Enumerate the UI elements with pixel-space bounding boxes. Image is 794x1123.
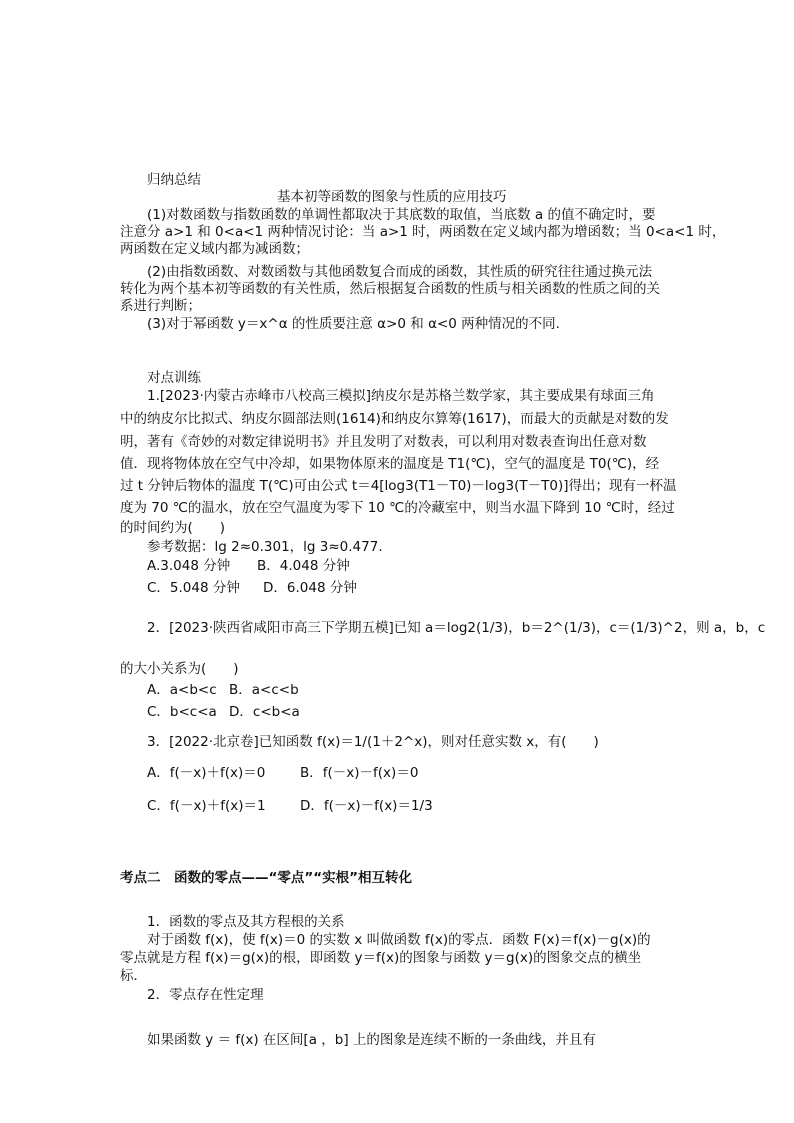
q3-option-c: C．f(－x)＋f(x)＝1 [147,798,266,814]
subsection-1-line2: 零点就是方程 f(x)＝g(x)的根，即函数 y＝f(x)的图象与函数 y＝g(x)的图象交点的横坐 [120,950,642,966]
subsection-2-title: 2．零点存在性定理 [147,987,264,1003]
q2-option-c: C．b<c<a [147,704,217,720]
q3-option-a: A．f(－x)＋f(x)＝0 [147,765,266,781]
q3-option-b: B．f(－x)－f(x)＝0 [300,765,419,781]
section-heading: 考点二 函数的零点——“零点”“实根”相互转化 [120,870,412,886]
q1-line3: 明，著有《奇妙的对数定律说明书》并且发明了对数表，可以利用对数表查询出任意对数 [120,434,647,450]
summary-p1-line1: (1)对数函数与指数函数的单调性都取决于其底数的取值，当底数 a 的值不确定时，要 [147,207,656,223]
summary-p1-line2: 注意分 a>1 和 0<a<1 两种情况讨论：当 a>1 时，两函数在定义域内都为增函数；当 0<a<1 时， [120,224,726,240]
q1-line6: 度为 70 ℃的温水，放在空气温度为零下 10 ℃的冷藏室中，则当水温下降到 10 ℃时，经过 [120,500,675,516]
q1-line4: 值．现将物体放在空气中冷却，如果物体原来的温度是 T1(℃)，空气的温度是 T0(℃)，经 [120,456,660,472]
practice-heading: 对点训练 [147,370,201,386]
subsection-1-line1: 对于函数 f(x)，使 f(x)＝0 的实数 x 叫做函数 f(x)的零点．函数 F(x)＝f(x)－g(x)的 [147,932,651,948]
summary-p2-line3: 系进行判断； [120,298,201,314]
summary-title: 基本初等函数的图象与性质的应用技巧 [277,189,507,205]
q1-line5: 过 t 分钟后物体的温度 T(℃)可由公式 t＝4[log3(T1－T0)－log3(T－T0)]得出；现有一杯温 [120,478,677,494]
q2-line2: 的大小关系为( ) [120,661,239,677]
q1-option-c: C．5.048 分钟 [147,580,240,596]
summary-p3: (3)对于幂函数 y＝x^α 的性质要注意 α>0 和 α<0 两种情况的不同. [147,316,560,332]
q2-option-a: A．a<b<c [147,682,217,698]
subsection-1-title: 1．函数的零点及其方程根的关系 [147,914,345,930]
q3-line1: 3．[2022·北京卷]已知函数 f(x)＝1/(1＋2^x)，则对任意实数 x，有( ) [147,734,599,750]
subsection-2-line1: 如果函数 y ＝ f(x) 在区间[a ，b] 上的图象是连续不断的一条曲线，并且有 [147,1032,596,1048]
q1-option-d: D．6.048 分钟 [263,580,357,596]
q1-option-b: B．4.048 分钟 [257,558,350,574]
q1-reference-data: 参考数据：lg 2≈0.301，lg 3≈0.477. [147,539,383,555]
q1-line2: 中的纳皮尔比拟式、纳皮尔圆部法则(1614)和纳皮尔算筹(1617)，而最大的贡献是对数的发 [120,411,669,427]
summary-p1-line3: 两函数在定义域内都为减函数； [120,241,309,257]
summary-heading: 归纳总结 [147,172,201,188]
q1-option-a: A.3.048 分钟 [147,558,231,574]
q1-line1: 1.[2023·内蒙古赤峰市八校高三模拟]纳皮尔是苏格兰数学家，其主要成果有球面三角 [147,388,655,404]
subsection-1-line3: 标． [120,968,147,984]
summary-p2-line2: 转化为两个基本初等函数的有关性质，然后根据复合函数的性质与相关函数的性质之间的关 [120,281,660,297]
q2-option-b: B．a<c<b [229,682,299,698]
q2-option-d: D．c<b<a [229,704,300,720]
q1-line7: 的时间约为( ) [120,520,226,536]
q2-line1: 2．[2023·陕西省咸阳市高三下学期五模]已知 a＝log2(1/3)，b＝2^(1/3)，c＝(1/3)^2，则 a，b，c [147,620,766,636]
q3-option-d: D．f(－x)－f(x)＝1/3 [300,798,433,814]
summary-p2-line1: (2)由指数函数、对数函数与其他函数复合而成的函数，其性质的研究往往通过换元法 [147,264,653,280]
